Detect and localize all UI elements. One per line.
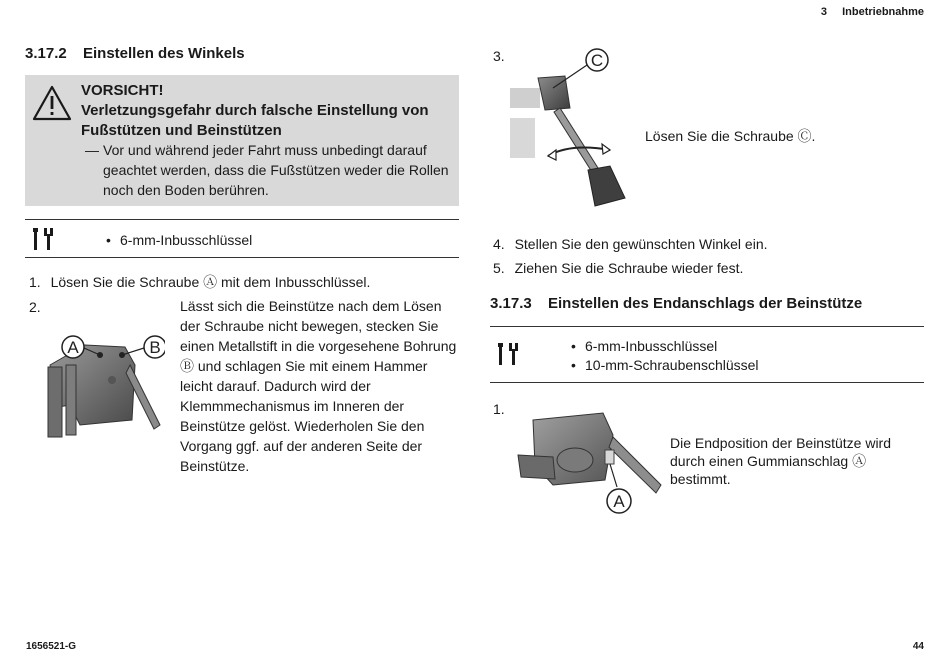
warning-item-text: Vor und während jeder Fahrt muss unbedingt darauf geachtet werden, dass die Fußstützen weder die Rollen noch den Boden berühren. (103, 142, 449, 198)
end-stop-illustration (513, 405, 663, 517)
tools-bottom-divider-right (490, 382, 924, 383)
section-title: Einstellen des Winkels (83, 45, 245, 62)
section-heading-3-17-3 (490, 295, 862, 312)
step-2-text: Lässt sich die Beinstütze nach dem Lösen der Schraube nicht bewegen, stecken Sie einen Metallstift in die vorgesehene Bohrung Ⓑ und schlagen Sie mit einem Hammer leicht darauf. Dadurch wird der Klemmmechanismus im Inneren der Beinstütze gelöst. Wiederholen Sie den Vorgang ggf. auf der anderen Seite der Beinstütze. (180, 298, 457, 474)
step-1-left (29, 272, 370, 292)
tools-top-divider (25, 219, 459, 220)
section-number: 3.17.3 (490, 295, 532, 312)
legrest-clamp-illustration (40, 325, 165, 440)
tools-icon (497, 341, 519, 367)
step-number: 4. (493, 236, 505, 252)
label-a: A (67, 338, 79, 357)
section-heading-3-17-2 (25, 45, 245, 62)
step-number: 5. (493, 260, 505, 276)
step-5 (493, 258, 743, 278)
step-1-right-text: Die Endposition der Beinstütze wird durch einen Gummianschlag Ⓐ bestimmt. (670, 435, 892, 487)
page-header (821, 6, 924, 18)
warning-item (81, 140, 451, 200)
step-text: Lösen Sie die Schraube Ⓐ mit dem Inbusschlüssel. (50, 274, 371, 290)
step-3-number: 3. (493, 48, 505, 64)
label-a: A (613, 492, 625, 511)
chapter-number: 3 (820, 6, 828, 18)
step-4 (493, 234, 768, 254)
tool-item: • 6-mm-Inbusschlüssel (571, 337, 759, 356)
document-id: 1656521-G (26, 641, 77, 652)
warning-triangle-icon (32, 85, 72, 121)
step-text: Stellen Sie den gewünschten Winkel ein. (514, 236, 768, 252)
chapter-title: Inbetriebnahme (842, 6, 924, 18)
step-2-number: 2. (29, 299, 41, 315)
page-number: 44 (912, 641, 924, 652)
warning-box (25, 75, 459, 206)
section-title: Einstellen des Endanschlags der Beinstütze (548, 295, 863, 312)
warning-title: VORSICHT! (81, 82, 164, 99)
warning-subtitle: Verletzungsgefahr durch falsche Einstellung von Fußstützen und Beinstützen (81, 102, 429, 139)
tool-item: • 6-mm-Inbusschlüssel (106, 231, 252, 250)
angle-adjust-illustration (510, 48, 635, 218)
tool-item: • 10-mm-Schraubenschlüssel (571, 356, 759, 375)
tools-top-divider-right (490, 326, 924, 327)
step-number: 1. (29, 274, 41, 290)
label-c: C (590, 51, 604, 70)
tools-icon (32, 226, 54, 252)
step-1-right-number: 1. (493, 401, 505, 417)
step-3-text: Lösen Sie die Schraube Ⓒ. (645, 128, 816, 144)
step-text: Ziehen Sie die Schraube wieder fest. (514, 260, 744, 276)
tools-list-left (106, 231, 252, 250)
tools-list-right (571, 337, 759, 375)
warning-item-dash: — (85, 142, 99, 158)
tools-bottom-divider (25, 257, 459, 258)
section-number: 3.17.2 (25, 45, 67, 62)
label-b: B (149, 338, 161, 357)
